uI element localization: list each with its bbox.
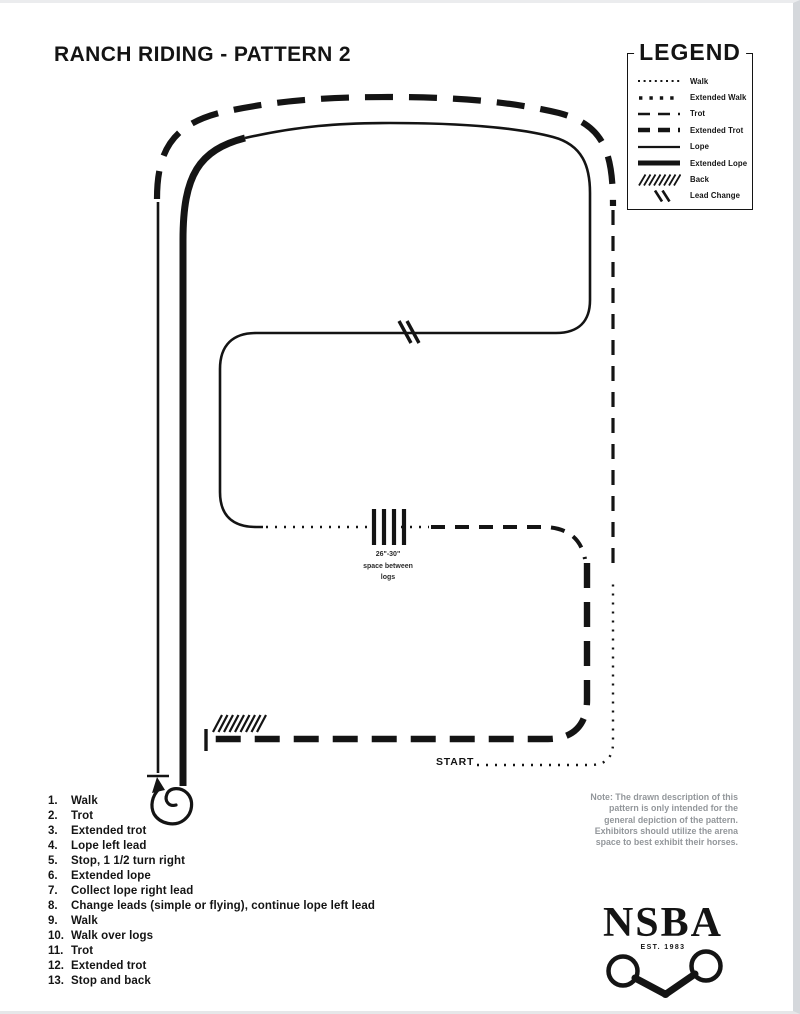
instruction-number: 12. — [48, 960, 64, 972]
legend-box — [627, 39, 753, 210]
nsba-logo-wordmark: NSBA — [602, 900, 724, 946]
extended-trot-top-arc — [157, 97, 613, 206]
extended-lope-line-icon — [637, 157, 681, 169]
instruction-item — [48, 870, 375, 885]
extended-walk-line-icon — [637, 92, 681, 104]
back-hatch-icon — [213, 715, 266, 732]
legend-label: Extended Lope — [690, 158, 748, 168]
instruction-number: 7. — [48, 885, 58, 897]
note-line: Note: The drawn description of this — [590, 792, 738, 802]
legend-label: Lead Change — [690, 191, 741, 201]
extended-lope-line — [183, 138, 245, 786]
instruction-number: 9. — [48, 915, 58, 927]
disclaimer-note — [540, 792, 738, 848]
instruction-item — [48, 840, 375, 855]
instruction-item — [48, 975, 375, 990]
legend-row-extended-trot — [637, 122, 750, 138]
extended-trot-line-icon — [637, 124, 681, 136]
instruction-text: Walk — [71, 915, 98, 927]
instruction-number: 10. — [48, 930, 64, 942]
instruction-text: Change leads (simple or flying), continue lope left lead — [71, 900, 376, 912]
legend-label: Lope — [690, 142, 710, 152]
instruction-text: Walk — [71, 795, 98, 807]
instruction-text: Stop, 1 1/2 turn right — [71, 855, 186, 867]
instruction-number: 8. — [48, 900, 58, 912]
instruction-text: Extended trot — [71, 825, 147, 837]
instruction-list — [48, 795, 375, 990]
legend-label: Extended Walk — [690, 93, 747, 103]
legend-row-trot — [637, 106, 750, 122]
instruction-number: 6. — [48, 870, 58, 882]
instruction-item — [48, 945, 375, 960]
instruction-text: Collect lope right lead — [71, 885, 194, 897]
instruction-item — [48, 855, 375, 870]
instruction-item — [48, 885, 375, 900]
note-line: pattern is only intended for the — [608, 803, 738, 814]
logs-caption-line: logs — [380, 574, 396, 581]
legend-title: LEGEND — [634, 39, 746, 66]
legend-row-lead-change — [637, 188, 750, 204]
instruction-text: Extended lope — [71, 870, 151, 882]
note-line: Exhibitors should utilize the arena — [594, 825, 738, 836]
instruction-number: 2. — [48, 810, 58, 822]
logs-caption — [338, 549, 438, 584]
instruction-number: 1. — [48, 795, 58, 807]
instruction-text: Trot — [71, 945, 94, 957]
legend-row-extended-lope — [637, 155, 750, 171]
instruction-text: Stop and back — [71, 975, 151, 987]
lope-line-icon — [637, 141, 681, 153]
instruction-number: 4. — [48, 840, 58, 852]
legend-row-back — [637, 171, 750, 187]
instruction-item — [48, 960, 375, 975]
legend-row-lope — [637, 139, 750, 155]
trot-line-icon — [637, 108, 681, 120]
note-line: general depiction of the pattern. — [604, 814, 738, 825]
lope-serpentine-line — [220, 123, 590, 527]
instruction-item — [48, 810, 375, 825]
instruction-item — [48, 915, 375, 930]
instruction-item — [48, 795, 375, 810]
snaffle-bit-icon — [584, 947, 742, 1007]
lead-change-legend-icon — [637, 190, 681, 202]
legend-label: Trot — [690, 109, 706, 119]
instruction-text: Extended trot — [71, 960, 147, 972]
legend-label: Walk — [690, 76, 709, 86]
instruction-item — [48, 930, 375, 945]
page-title: RANCH RIDING - PATTERN 2 — [54, 43, 351, 66]
note-line: space to best exhibit their horses. — [595, 837, 738, 848]
extended-trot-right-bottom-line — [208, 563, 587, 739]
instruction-text: Trot — [71, 810, 94, 822]
back-hatch-legend-icon — [637, 174, 681, 186]
trot-mid-line — [431, 527, 585, 559]
instruction-text: Walk over logs — [71, 930, 154, 942]
legend-label: Extended Trot — [690, 125, 744, 135]
logs-icon — [374, 509, 404, 545]
turn-arrowhead-icon — [152, 777, 165, 793]
instruction-item — [48, 825, 375, 840]
instruction-number: 13. — [48, 975, 64, 987]
logs-caption-line: space between — [363, 562, 413, 570]
nsba-logo-est: EST. 1983 — [640, 944, 686, 951]
instruction-number: 3. — [48, 825, 58, 837]
legend-row-extended-walk — [637, 89, 750, 105]
start-label: START — [436, 756, 475, 768]
legend-rows — [637, 73, 750, 204]
nsba-logo — [584, 900, 742, 951]
logs-caption-line: 26"-30" — [375, 551, 401, 558]
walk-line-icon — [637, 75, 681, 87]
instruction-number: 5. — [48, 855, 58, 867]
instruction-item — [48, 900, 375, 915]
legend-row-walk — [637, 73, 750, 89]
instruction-number: 11. — [48, 945, 64, 957]
legend-label: Back — [690, 175, 710, 185]
instruction-text: Lope left lead — [71, 840, 147, 852]
